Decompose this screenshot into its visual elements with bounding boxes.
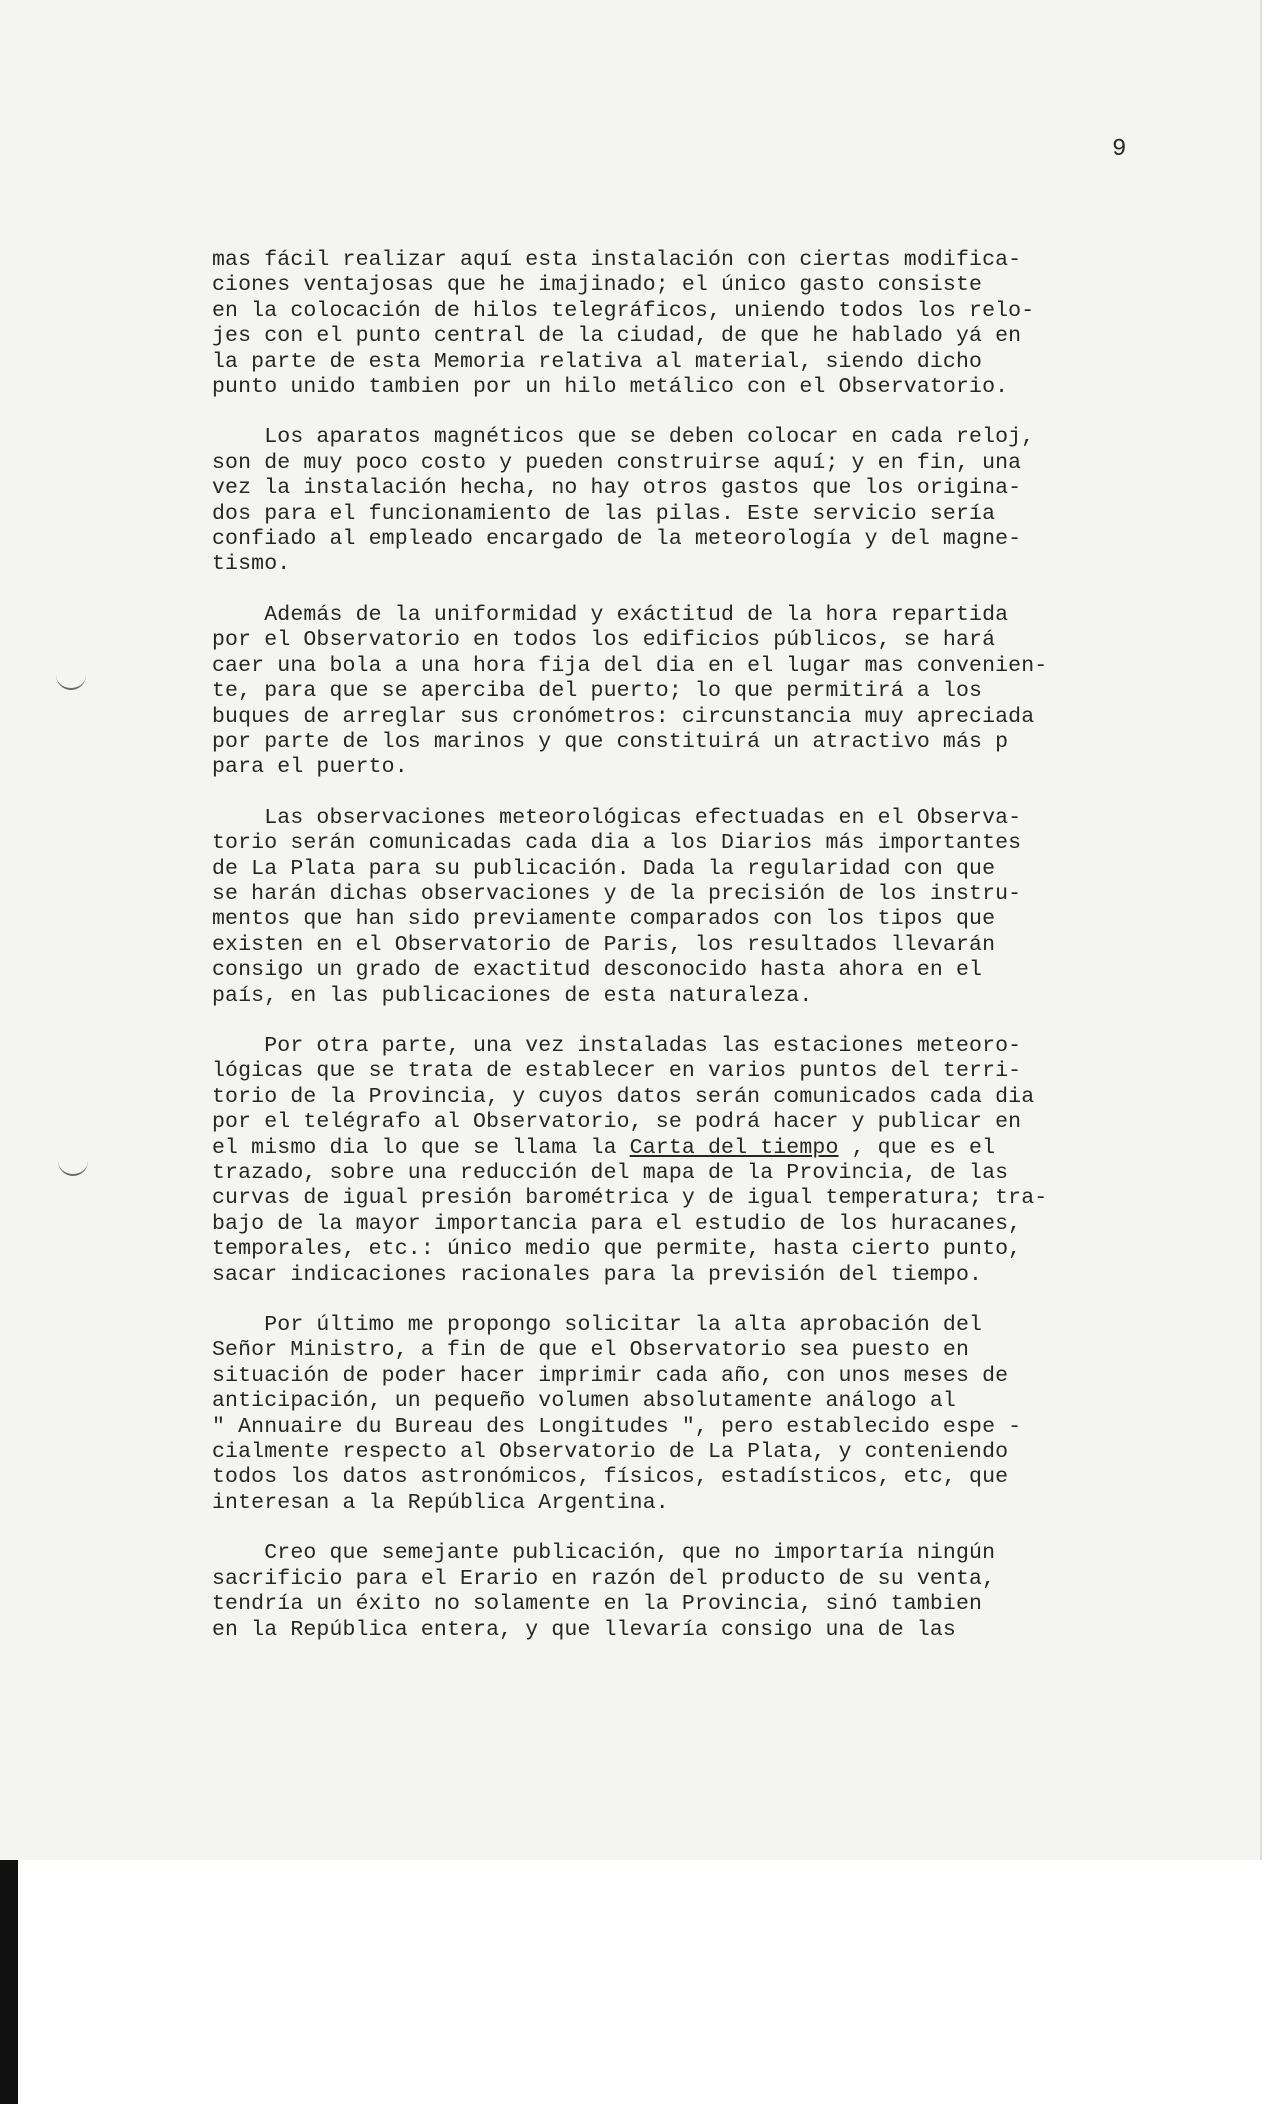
paragraph-4 — [212, 806, 1172, 1009]
text-line: Los aparatos magnéticos que se deben colocar en cada reloj, — [212, 425, 1035, 450]
punch-hole-mark — [58, 1156, 88, 1176]
text-line: sacrificio para el Erario en razón del producto de su venta, — [212, 1566, 996, 1591]
text-line: cialmente respecto al Observatorio de La Plata, y conteniendo — [212, 1440, 1009, 1465]
text-line: bajo de la mayor importancia para el estudio de los huracanes, — [212, 1211, 1022, 1236]
text-fragment: el mismo dia lo que se llama la — [212, 1135, 630, 1160]
text-line: son de muy poco costo y pueden construirse aquí; y en fin, una — [212, 450, 1022, 475]
text-line: vez la instalación hecha, no hay otros gastos que los origina- — [212, 476, 1022, 501]
text-line: por parte de los marinos y que constituirá un atractivo más p — [212, 729, 1009, 754]
text-line: la parte de esta Memoria relativa al material, siendo dicho — [212, 349, 983, 374]
text-line: caer una bola a una hora fija del dia en el lugar mas convenien- — [212, 653, 1048, 678]
text-line: Por otra parte, una vez instaladas las estaciones meteoro- — [212, 1033, 1022, 1058]
scan-edge-shadow — [0, 1860, 18, 2104]
text-line-with-underline — [212, 1136, 1172, 1161]
text-line: buques de arreglar sus cronómetros: circunstancia muy apreciada — [212, 704, 1035, 729]
text-line: existen en el Observatorio de Paris, los resultados llevarán — [212, 932, 996, 957]
paragraph-2 — [212, 425, 1172, 577]
text-line: torio serán comunicadas cada dia a los Diarios más importantes — [212, 831, 1022, 856]
text-line: en la colocación de hilos telegráficos, uniendo todos los relo- — [212, 298, 1035, 323]
text-line: mas fácil realizar aquí esta instalación con ciertas modifica- — [212, 248, 1022, 272]
text-line: mentos que han sido previamente comparados con los tipos que — [212, 907, 996, 932]
text-line: temporales, etc.: único medio que permite, hasta cierto punto, — [212, 1237, 1022, 1262]
page-number: 9 — [1112, 136, 1127, 163]
text-line: de La Plata para su publicación. Dada la regularidad con que — [212, 856, 996, 881]
text-line: país, en las publicaciones de esta naturaleza. — [212, 983, 813, 1008]
text-line: " Annuaire du Bureau des Longitudes ", pero establecido espe - — [212, 1414, 1022, 1439]
text-line: curvas de igual presión barométrica y de igual temperatura; tra- — [212, 1186, 1048, 1211]
underlined-term: Carta del tiempo — [629, 1135, 839, 1160]
text-line: se harán dichas observaciones y de la precisión de los instru- — [212, 881, 1022, 906]
text-line: sacar indicaciones racionales para la previsión del tiempo. — [212, 1262, 983, 1287]
text-line: lógicas que se trata de establecer en varios puntos del terri- — [212, 1059, 1022, 1084]
text-line: situación de poder hacer imprimir cada año, con unos meses de — [212, 1363, 1009, 1388]
text-line: por el Observatorio en todos los edificios públicos, se hará — [212, 628, 996, 653]
text-line: dos para el funcionamiento de las pilas. Este servicio sería — [212, 501, 996, 526]
text-line: interesan a la República Argentina. — [212, 1490, 669, 1515]
paragraph-1 — [212, 248, 1172, 400]
text-fragment: , que es el — [838, 1135, 996, 1160]
text-line: todos los datos astronómicos, físicos, estadísticos, etc, que — [212, 1465, 1009, 1490]
text-line: Señor Ministro, a fin de que el Observatorio sea puesto en — [212, 1338, 970, 1363]
text-line: consigo un grado de exactitud desconocido hasta ahora en el — [212, 958, 983, 983]
paragraph-3 — [212, 603, 1172, 781]
text-line: ciones ventajosas que he imajinado; el único gasto consiste — [212, 273, 983, 298]
text-line: en la República entera, y que llevaría consigo una de las — [212, 1617, 956, 1642]
text-line: te, para que se aperciba del puerto; lo que permitirá a los — [212, 679, 983, 704]
paragraph-5 — [212, 1034, 1172, 1288]
text-line: Las observaciones meteorológicas efectuadas en el Observa- — [212, 805, 1022, 830]
text-line: Además de la uniformidad y exáctitud de la hora repartida — [212, 602, 1009, 627]
paragraph-7 — [212, 1541, 1172, 1643]
text-line: punto unido tambien por un hilo metálico con el Observatorio. — [212, 375, 1009, 400]
text-line: por el telégrafo al Observatorio, se podrá hacer y publicar en — [212, 1110, 1022, 1135]
text-line: tismo. — [212, 552, 291, 577]
text-line: trazado, sobre una reducción del mapa de la Provincia, de las — [212, 1161, 1009, 1185]
document-body — [212, 248, 1172, 1668]
paragraph-6 — [212, 1313, 1172, 1516]
text-line: confiado al empleado encargado de la meteorología y del magne- — [212, 527, 1022, 552]
text-line: anticipación, un pequeño volumen absolutamente análogo al — [212, 1389, 956, 1414]
punch-hole-mark — [56, 670, 86, 690]
text-line: torio de la Provincia, y cuyos datos serán comunicados cada dia — [212, 1084, 1035, 1109]
text-line: jes con el punto central de la ciudad, de que he hablado yá en — [212, 324, 1022, 349]
text-line: tendría un éxito no solamente en la Provincia, sinó tambien — [212, 1592, 983, 1617]
text-line: para el puerto. — [212, 755, 408, 780]
text-line: Por último me propongo solicitar la alta aprobación del — [212, 1313, 983, 1338]
text-line: Creo que semejante publicación, que no importaría ningún — [212, 1541, 996, 1566]
